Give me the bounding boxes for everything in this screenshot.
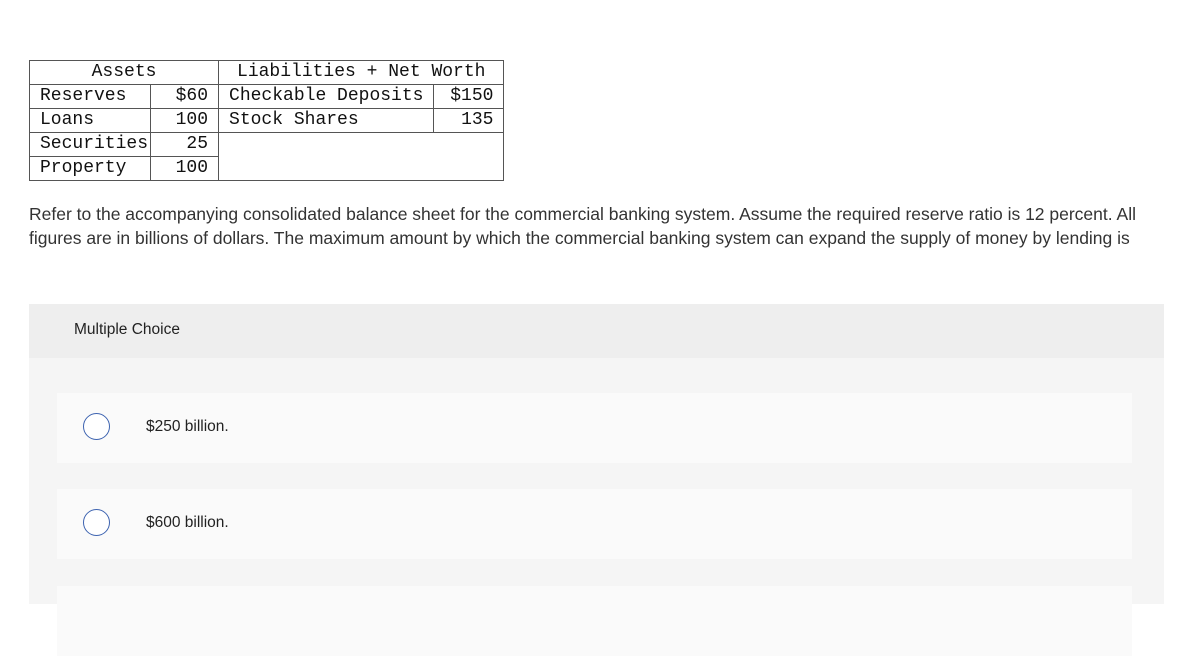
- balance-sheet-row: [30, 133, 504, 157]
- choice-label: $250 billion.: [146, 418, 229, 435]
- asset-value: 100: [151, 157, 219, 181]
- choice-option[interactable]: [57, 393, 1132, 463]
- radio-button[interactable]: [83, 413, 110, 440]
- asset-label: Securities: [30, 133, 151, 157]
- liabilities-empty-cell: [219, 133, 504, 181]
- balance-sheet-row: [30, 109, 504, 133]
- liability-label: Checkable Deposits: [219, 85, 434, 109]
- multiple-choice-panel: [29, 304, 1164, 604]
- balance-sheet-header-row: [30, 61, 504, 85]
- asset-value: $60: [151, 85, 219, 109]
- multiple-choice-header: [29, 304, 1164, 358]
- asset-value: 100: [151, 109, 219, 133]
- liability-value: 135: [434, 109, 504, 133]
- liabilities-header: Liabilities + Net Worth: [219, 61, 504, 85]
- choice-label: $600 billion.: [146, 514, 229, 531]
- asset-value: 25: [151, 133, 219, 157]
- choice-option-partial[interactable]: [57, 586, 1132, 656]
- liability-label: Stock Shares: [219, 109, 434, 133]
- question-text: Refer to the accompanying consolidated balance sheet for the commercial banking system. Assume the required reserve ratio is 12 percent. All figures are in billions of dollars. The maximum amount by which the commercial banking system can expand the supply of money by lending is: [29, 204, 1136, 248]
- asset-label: Property: [30, 157, 151, 181]
- balance-sheet-table: [29, 60, 504, 181]
- choice-option[interactable]: [57, 489, 1132, 559]
- balance-sheet-row: [30, 85, 504, 109]
- asset-label: Reserves: [30, 85, 151, 109]
- asset-label: Loans: [30, 109, 151, 133]
- assets-header: Assets: [30, 61, 219, 85]
- radio-button[interactable]: [83, 509, 110, 536]
- multiple-choice-title: Multiple Choice: [74, 321, 180, 338]
- liability-value: $150: [434, 85, 504, 109]
